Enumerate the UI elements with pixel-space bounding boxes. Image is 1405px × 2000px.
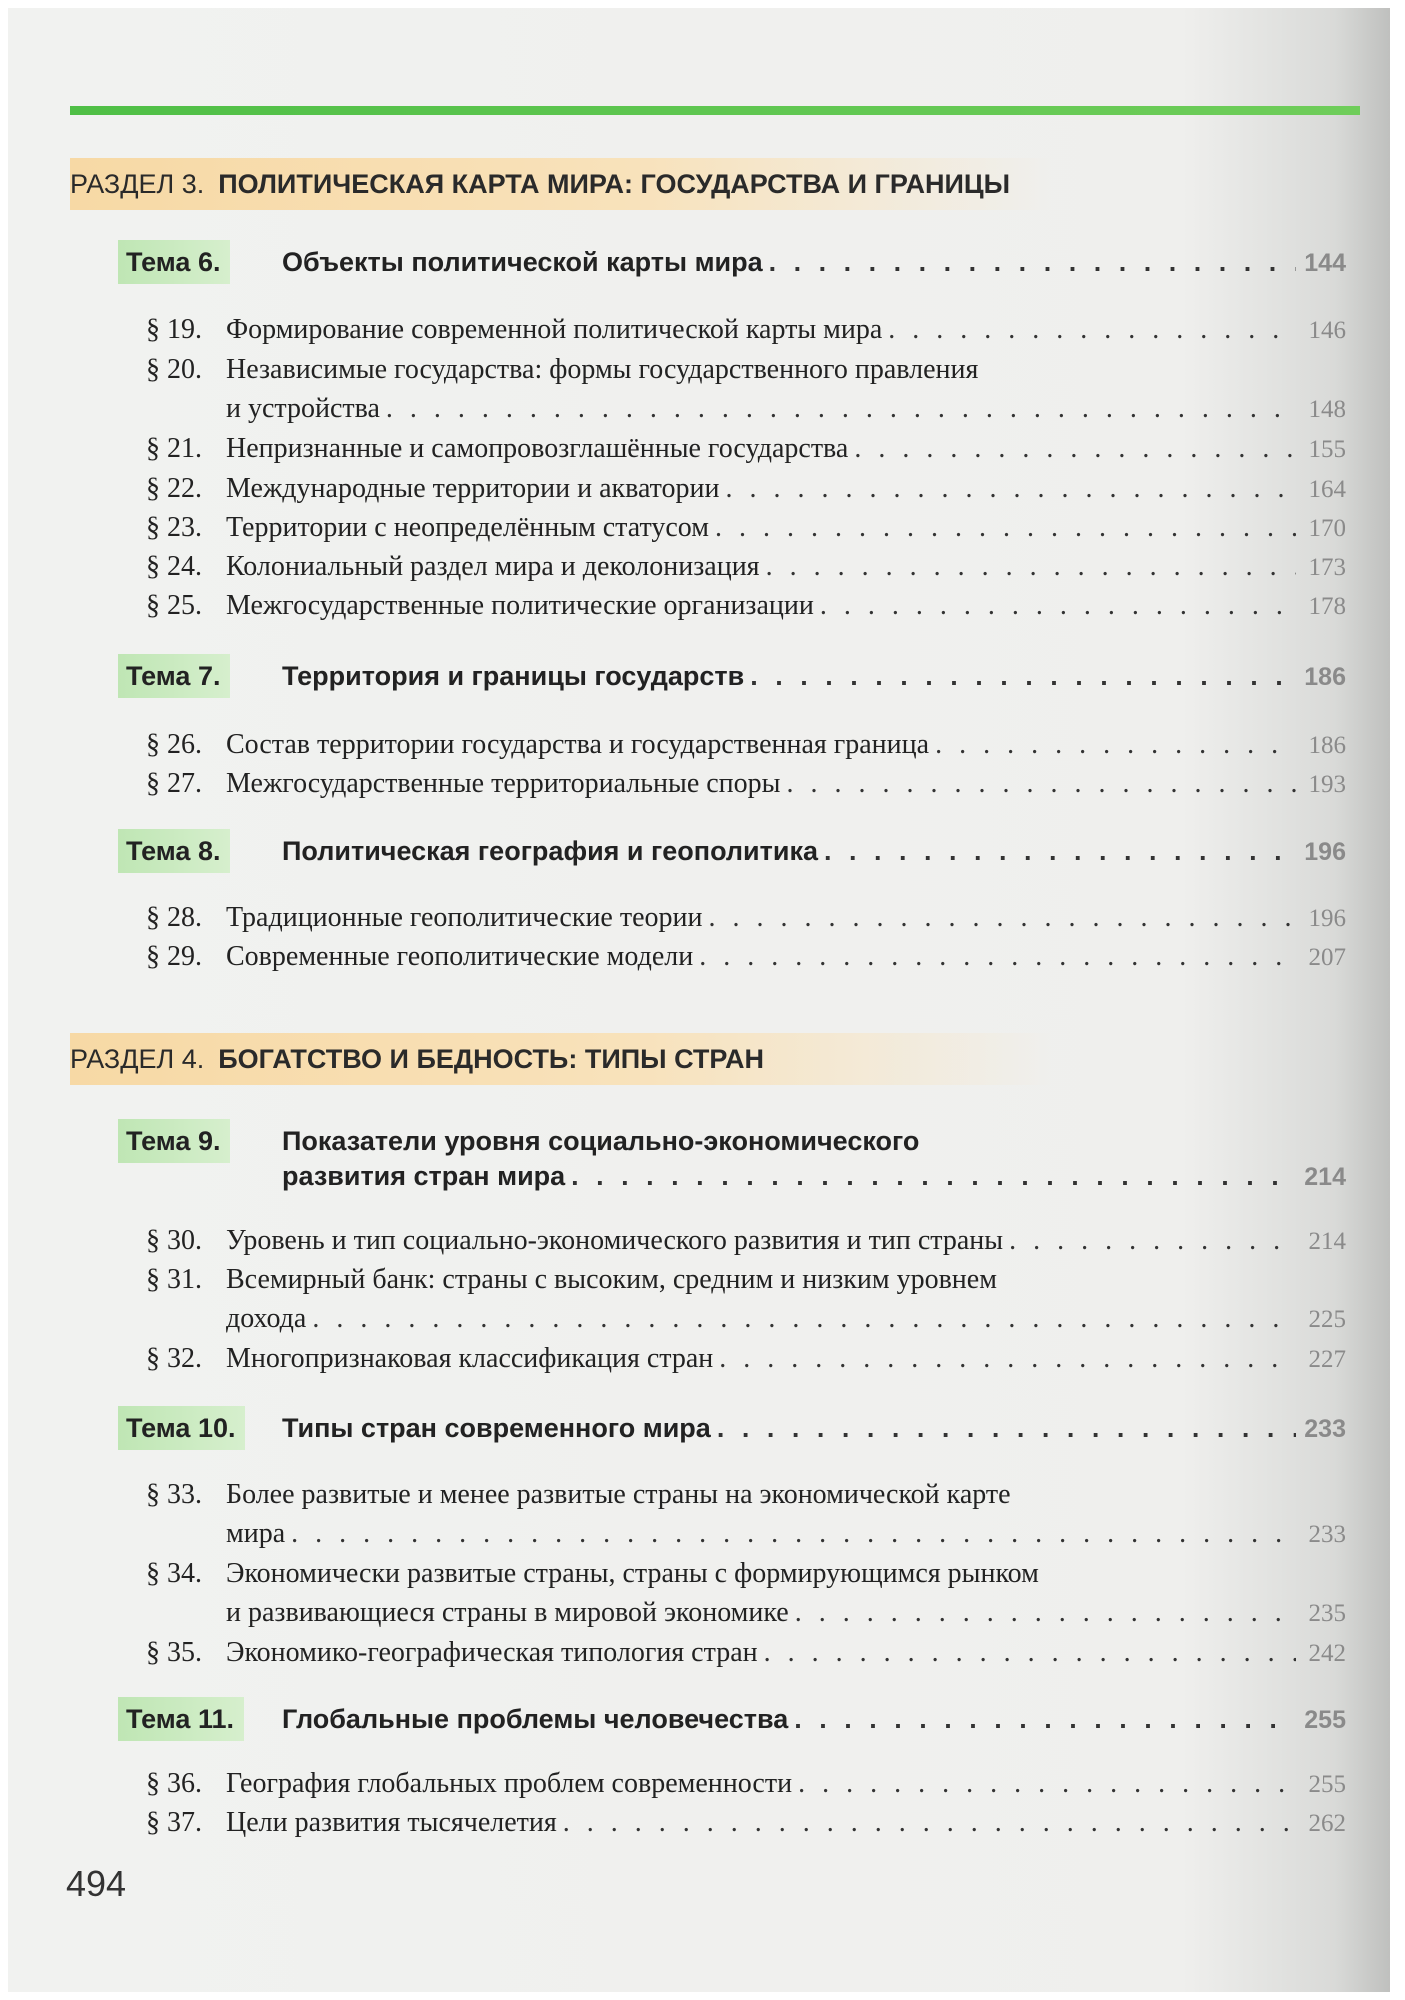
dot-leader	[386, 389, 1296, 428]
paragraph-number: § 20.	[146, 354, 202, 385]
paragraph-number: § 27.	[146, 768, 202, 799]
paragraph-number: § 25.	[146, 590, 202, 621]
topic-10[interactable]	[118, 1406, 1346, 1450]
entry-title-cont: и развивающиеся страны в мировой экономике	[226, 1597, 789, 1628]
dot-leader	[786, 764, 1296, 803]
dot-leader	[563, 1803, 1296, 1842]
entry-title: Колониальный раздел мира и деколонизация	[226, 551, 760, 582]
entry-title: Многопризнаковая классификация стран	[226, 1343, 714, 1374]
topic-number: Тема 6.	[118, 240, 230, 284]
entry-title: Уровень и тип социально-экономического развития и тип страны	[226, 1225, 1004, 1256]
entry-title: Цели развития тысячелетия	[226, 1807, 557, 1838]
entry-title: Экономико-географическая типология стран	[226, 1637, 758, 1668]
entry-title: Современные геополитические модели	[226, 941, 694, 972]
page-ref: 148	[1308, 396, 1346, 423]
paragraph-number: § 26.	[146, 729, 202, 760]
paragraph-number: § 31.	[146, 1264, 202, 1295]
dot-leader	[854, 429, 1296, 468]
page-ref: 233	[1308, 1521, 1346, 1548]
entry-title: Экономически развитые страны, страны с формирующимся рынком	[226, 1558, 1039, 1589]
section-number: РАЗДЕЛ 3.	[70, 169, 205, 199]
topic-title: Политическая география и геополитика	[282, 836, 819, 866]
topic-number: Тема 10.	[118, 1406, 245, 1450]
paragraph-number: § 21.	[146, 433, 202, 464]
book-page	[8, 8, 1390, 1992]
topic-11[interactable]	[118, 1697, 1346, 1741]
paragraph-number: § 32.	[146, 1343, 202, 1374]
page-ref: 186	[1308, 732, 1346, 759]
page-ref: 193	[1308, 771, 1346, 798]
page-ref: 233	[1304, 1415, 1346, 1443]
dot-leader	[1009, 1221, 1296, 1260]
entry-title-cont: мира	[226, 1518, 286, 1549]
dot-leader	[717, 1410, 1296, 1446]
dot-leader	[824, 833, 1296, 869]
entry-title-cont: и устройства	[226, 393, 380, 424]
page-ref: 186	[1304, 663, 1346, 691]
page-ref: 155	[1308, 436, 1346, 463]
topic-title-line	[282, 829, 1346, 870]
paragraph-number: § 33.	[146, 1479, 202, 1510]
topic-title-cont: развития стран мира	[282, 1161, 566, 1191]
page-ref: 196	[1304, 838, 1346, 866]
topic-title-line	[282, 1697, 1346, 1738]
dot-leader	[750, 658, 1296, 694]
dot-leader	[798, 1764, 1296, 1803]
topic-number: Тема 8.	[118, 829, 230, 873]
dot-leader	[291, 1514, 1296, 1553]
section-title: ПОЛИТИЧЕСКАЯ КАРТА МИРА: ГОСУДАРСТВА И ГРАНИЦЫ	[218, 169, 1011, 199]
dot-leader	[312, 1299, 1296, 1338]
topic-title: Глобальные проблемы человечества	[282, 1704, 789, 1734]
entry-title: Формирование современной политической карты мира	[226, 314, 883, 345]
topic-title: Показатели уровня социально-экономического	[282, 1126, 920, 1156]
topic-number: Тема 7.	[118, 654, 230, 698]
page-ref: 242	[1308, 1640, 1346, 1667]
entry-title: Состав территории государства и государственная граница	[226, 729, 930, 760]
page-number: 494	[66, 1863, 127, 1904]
page-ref: 173	[1308, 554, 1346, 581]
dot-leader	[709, 898, 1297, 937]
page-ref: 214	[1304, 1163, 1346, 1191]
topic-number: Тема 9.	[118, 1119, 230, 1163]
section-number: РАЗДЕЛ 4.	[70, 1044, 205, 1074]
topic-8[interactable]	[118, 829, 1346, 873]
section-4-heading	[70, 1033, 1330, 1085]
paragraph-number: § 29.	[146, 941, 202, 972]
page-ref: 178	[1308, 593, 1346, 620]
paragraph-number: § 36.	[146, 1768, 202, 1799]
page-ref: 144	[1304, 249, 1346, 277]
page-ref: 255	[1308, 1771, 1346, 1798]
topic-title: Территория и границы государств	[282, 661, 745, 691]
page-ref: 207	[1308, 944, 1346, 971]
entry-title: Традиционные геополитические теории	[226, 902, 703, 933]
dot-leader	[769, 244, 1296, 280]
page-ref: 196	[1308, 905, 1346, 932]
paragraph-number: § 30.	[146, 1225, 202, 1256]
entry-title: Межгосударственные территориальные споры	[226, 768, 781, 799]
section-3-heading	[70, 158, 1330, 210]
entry-title: География глобальных проблем современности	[226, 1768, 793, 1799]
entry-title-cont: дохода	[226, 1303, 307, 1334]
topic-title-line	[282, 1406, 1346, 1447]
paragraph-number: § 28.	[146, 902, 202, 933]
page-ref: 262	[1308, 1810, 1346, 1837]
topic-title: Объекты политической карты мира	[282, 247, 763, 277]
page-ref: 225	[1308, 1306, 1346, 1333]
entry-title: Международные территории и акватории	[226, 473, 720, 504]
topic-7[interactable]	[118, 654, 1346, 698]
dot-leader	[888, 310, 1296, 349]
topic-6[interactable]	[118, 240, 1346, 284]
paragraph-number: § 37.	[146, 1807, 202, 1838]
paragraph-number: § 24.	[146, 551, 202, 582]
dot-leader	[766, 547, 1296, 586]
paragraph-number: § 19.	[146, 314, 202, 345]
page-ref: 146	[1308, 317, 1346, 344]
paragraph-number: § 34.	[146, 1558, 202, 1589]
dot-leader	[715, 508, 1296, 547]
paragraph-number: § 22.	[146, 473, 202, 504]
paragraph-number: § 35.	[146, 1637, 202, 1668]
dot-leader	[726, 469, 1296, 508]
green-header-rule	[70, 106, 1360, 115]
entry-title: Всемирный банк: страны с высоким, средним и низким уровнем	[226, 1264, 997, 1295]
paragraph-number: § 23.	[146, 512, 202, 543]
topic-title-line	[282, 654, 1346, 695]
page-ref: 255	[1304, 1706, 1346, 1734]
topic-9[interactable]	[118, 1119, 1346, 1199]
dot-leader	[719, 1339, 1296, 1378]
section-title: БОГАТСТВО И БЕДНОСТЬ: ТИПЫ СТРАН	[218, 1044, 765, 1074]
entry-title: Непризнанные и самопровозглашённые государства	[226, 433, 849, 464]
page-ref: 227	[1308, 1346, 1346, 1373]
dot-leader	[935, 725, 1296, 764]
topic-title: Типы стран современного мира	[282, 1413, 711, 1443]
topic-title-line	[282, 240, 1346, 281]
page-ref: 170	[1308, 515, 1346, 542]
page-ref: 164	[1308, 476, 1346, 503]
dot-leader	[820, 586, 1296, 625]
topic-number: Тема 11.	[118, 1697, 244, 1741]
entry-title: Территории с неопределённым статусом	[226, 512, 709, 543]
page-ref: 235	[1308, 1600, 1346, 1627]
dot-leader	[571, 1158, 1296, 1194]
dot-leader	[794, 1701, 1296, 1737]
topic-title-line2	[282, 1154, 1346, 1195]
dot-leader	[699, 937, 1296, 976]
dot-leader	[764, 1633, 1296, 1672]
entry-title: Межгосударственные политические организации	[226, 590, 814, 621]
page-ref: 214	[1308, 1228, 1346, 1255]
topic-title-line1	[282, 1119, 1346, 1159]
dot-leader	[795, 1593, 1296, 1632]
entry-title: Независимые государства: формы государственного правления	[226, 354, 979, 385]
entry-title: Более развитые и менее развитые страны на экономической карте	[226, 1479, 1011, 1510]
